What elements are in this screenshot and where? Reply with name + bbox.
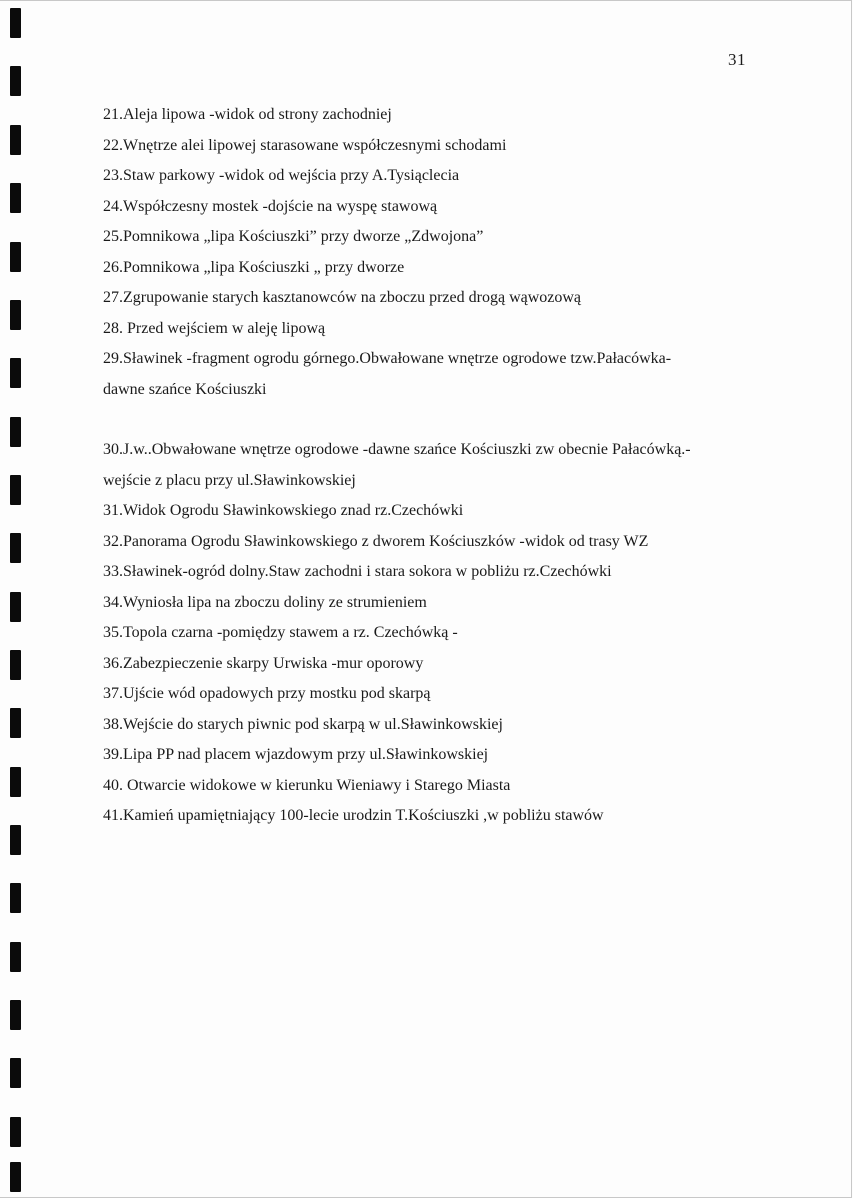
list-item-continuation: dawne szańce Kościuszki xyxy=(103,380,267,398)
list-item: 26.Pomnikowa „lipa Kościuszki „ przy dworze xyxy=(103,258,405,276)
binding-hole xyxy=(10,533,21,563)
list-item: 28. Przed wejściem w aleję lipową xyxy=(103,319,326,337)
binding-hole xyxy=(10,8,21,38)
list-item: 24.Współczesny mostek -dojście na wyspę stawową xyxy=(103,197,438,215)
list-item: 25.Pomnikowa „lipa Kościuszki” przy dworze „Zdwojona” xyxy=(103,228,484,245)
list-item: 41.Kamień upamiętniający 100-lecie urodzin T.Kościuszki ,w pobliżu stawów xyxy=(103,807,604,824)
list-item: 34.Wyniosła lipa na zboczu doliny ze strumieniem xyxy=(103,593,427,611)
binding-hole xyxy=(10,592,21,622)
binding-hole xyxy=(10,767,21,797)
page-number: 31 xyxy=(728,50,746,69)
list-item: 33.Sławinek-ogród dolny.Staw zachodni i stara sokora w pobliżu rz.Czechówki xyxy=(103,563,612,580)
list-item: 40. Otwarcie widokowe w kierunku Wieniawy i Starego Miasta xyxy=(103,776,511,794)
list-item-continuation: wejście z placu przy ul.Sławinkowskiej xyxy=(103,471,356,489)
binding-hole xyxy=(10,66,21,96)
binding-holes xyxy=(10,0,22,1198)
binding-hole xyxy=(10,1117,21,1147)
caption-list xyxy=(103,100,803,832)
binding-hole xyxy=(10,300,21,330)
list-item: 23.Staw parkowy -widok od wejścia przy A.Tysiąclecia xyxy=(103,167,460,184)
paragraph-gap xyxy=(103,405,803,435)
binding-hole xyxy=(10,475,21,505)
list-item: 21.Aleja lipowa -widok od strony zachodniej xyxy=(103,106,392,123)
list-item: 38.Wejście do starych piwnic pod skarpą w ul.Sławinkowskiej xyxy=(103,715,503,733)
list-item: 30.J.w..Obwałowane wnętrze ogrodowe -dawne szańce Kościuszki zw obecnie Pałacówką.- xyxy=(103,441,691,458)
list-item: 22.Wnętrze alei lipowej starasowane współczesnymi schodami xyxy=(103,136,507,154)
list-item: 32.Panorama Ogrodu Sławinkowskiego z dworem Kościuszków -widok od trasy WZ xyxy=(103,532,649,550)
list-item: 27.Zgrupowanie starych kasztanowców na zboczu przed drogą wąwozową xyxy=(103,289,582,306)
binding-hole xyxy=(10,942,21,972)
binding-hole xyxy=(10,125,21,155)
list-item: 35.Topola czarna -pomiędzy stawem a rz. Czechówką - xyxy=(103,624,458,641)
binding-hole xyxy=(10,1162,21,1192)
list-item: 37.Ujście wód opadowych przy mostku pod skarpą xyxy=(103,685,431,702)
binding-hole xyxy=(10,650,21,680)
binding-hole xyxy=(10,708,21,738)
binding-hole xyxy=(10,358,21,388)
list-item: 31.Widok Ogrodu Sławinkowskiego znad rz.Czechówki xyxy=(103,502,464,519)
binding-hole xyxy=(10,242,21,272)
list-item: 36.Zabezpieczenie skarpy Urwiska -mur oporowy xyxy=(103,654,424,672)
binding-hole xyxy=(10,417,21,447)
binding-hole xyxy=(10,825,21,855)
binding-hole xyxy=(10,183,21,213)
binding-hole xyxy=(10,1058,21,1088)
binding-hole xyxy=(10,883,21,913)
list-item: 29.Sławinek -fragment ogrodu górnego.Obwałowane wnętrze ogrodowe tzw.Pałacówka- xyxy=(103,350,672,367)
binding-hole xyxy=(10,1000,21,1030)
list-item: 39.Lipa PP nad placem wjazdowym przy ul.Sławinkowskiej xyxy=(103,746,489,763)
